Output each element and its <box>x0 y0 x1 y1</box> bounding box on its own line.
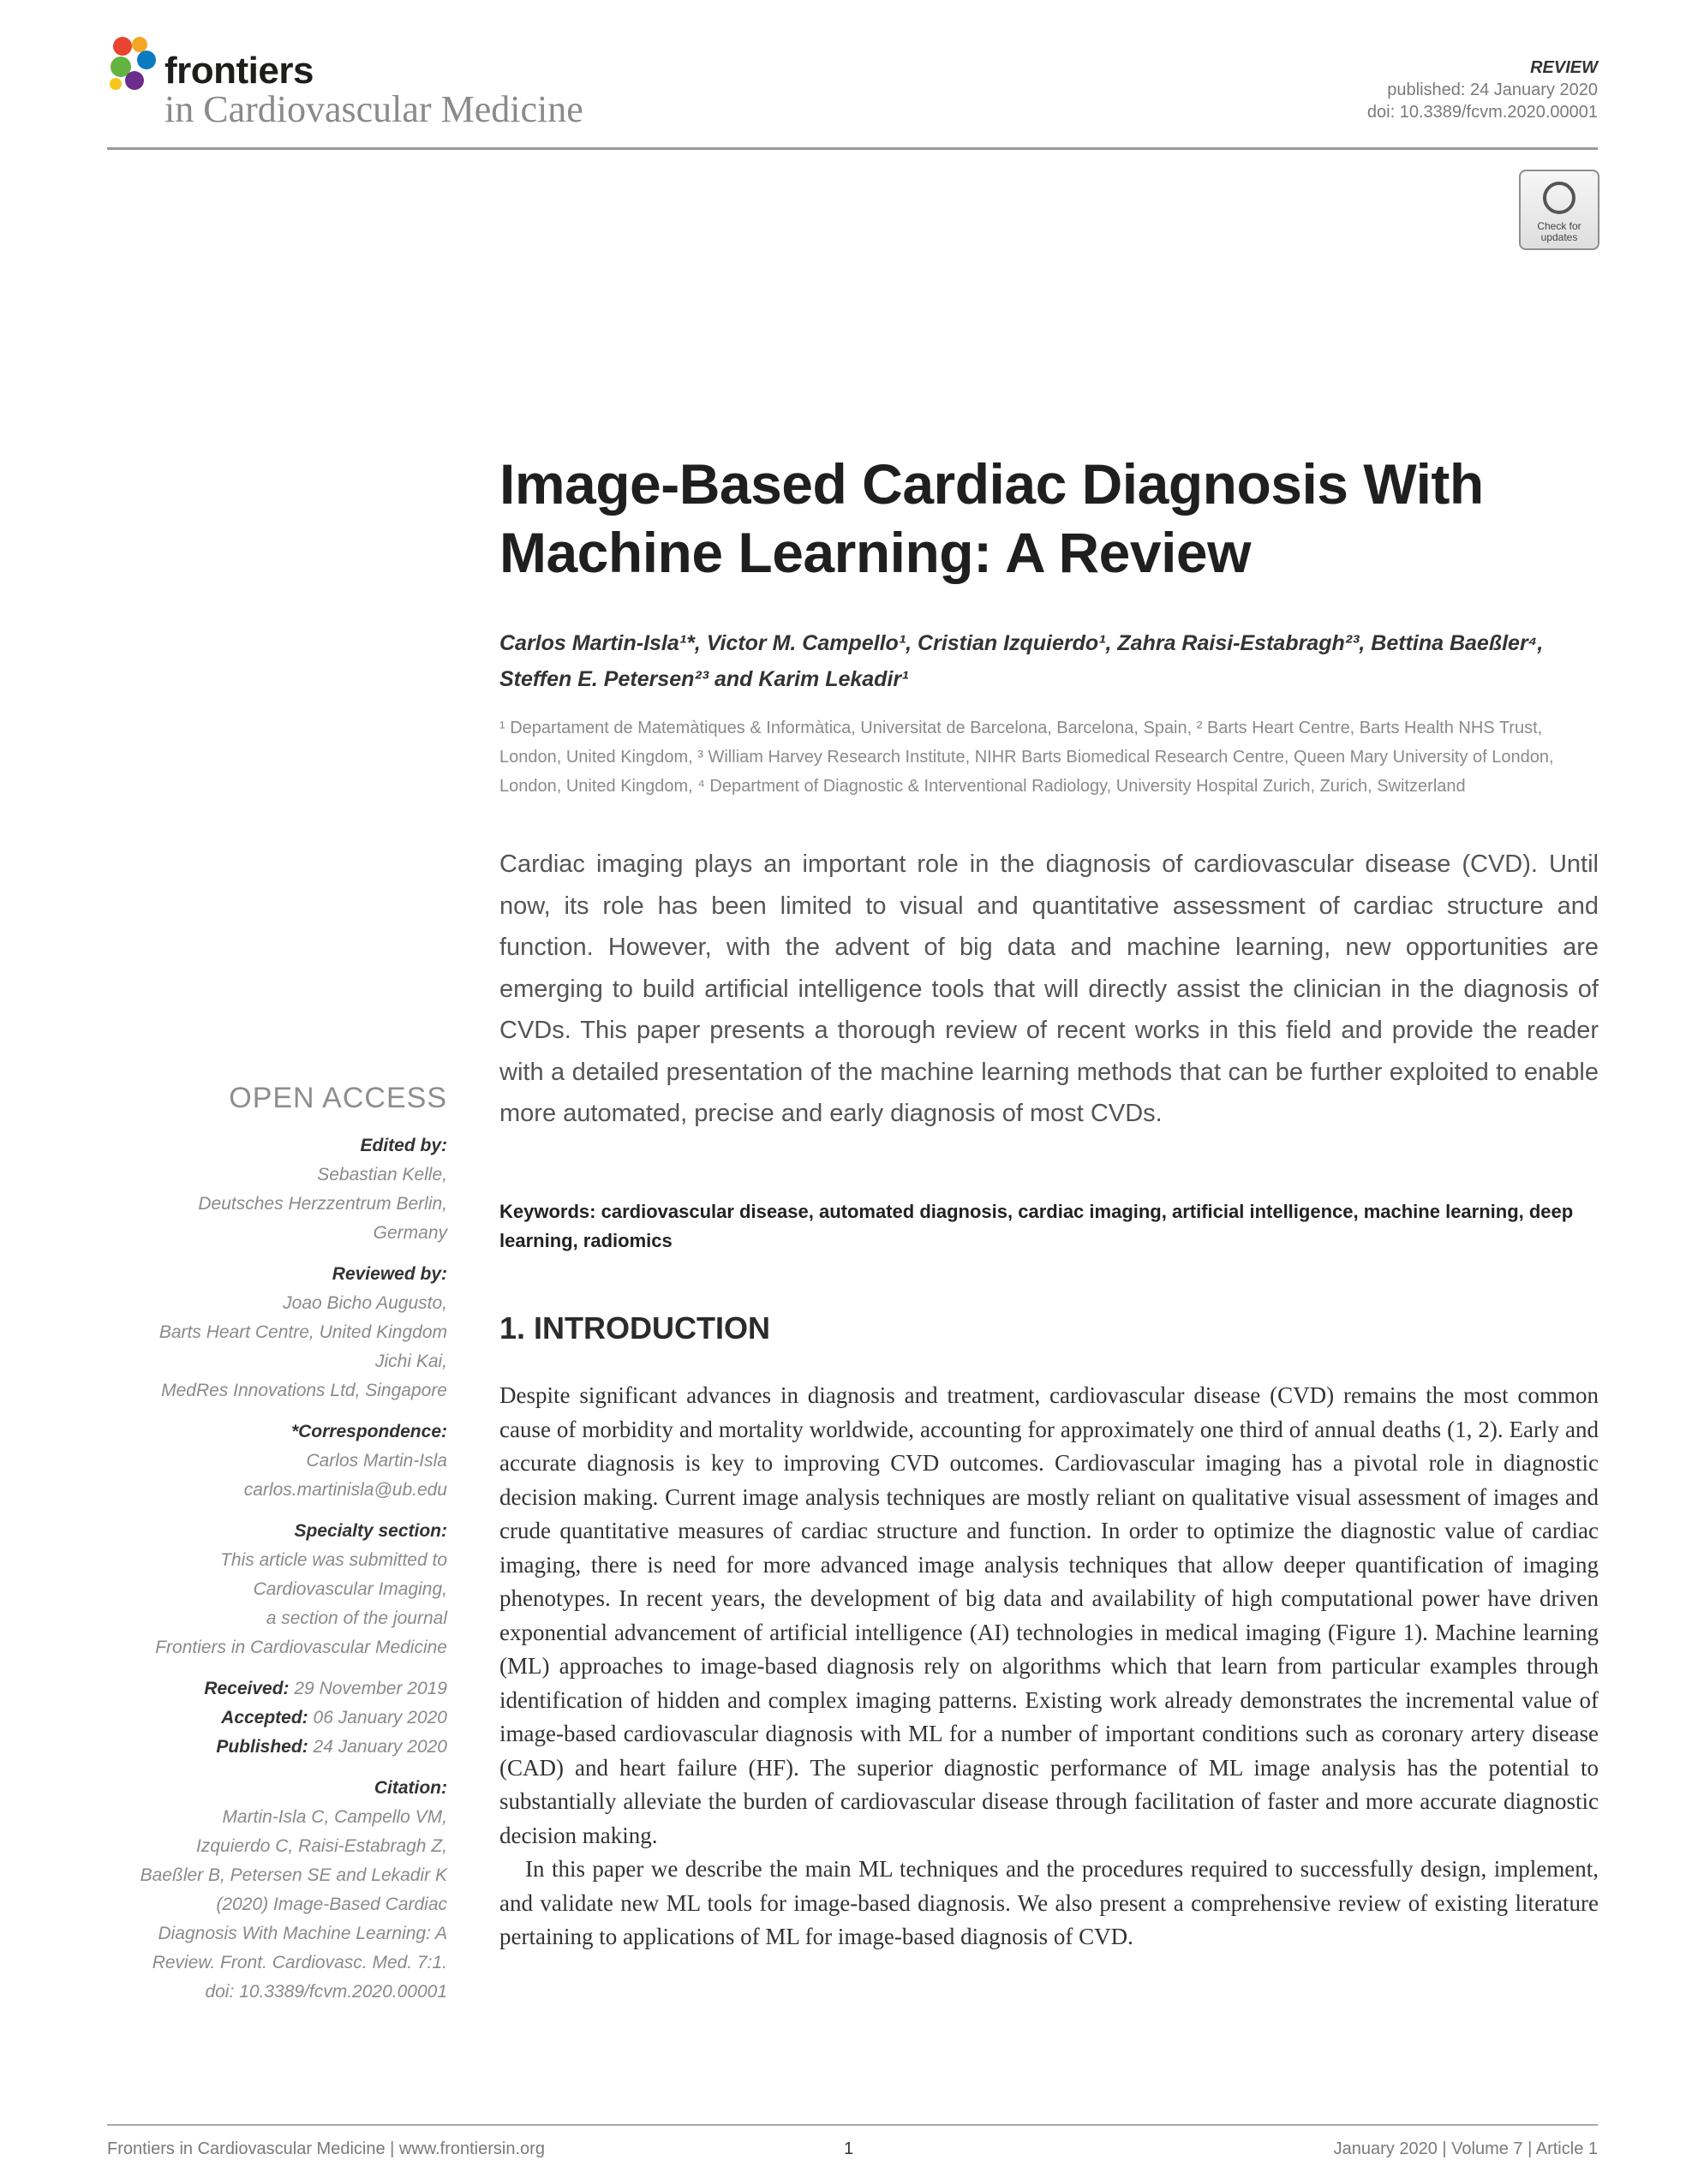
specialty-line: a section of the journal <box>266 1608 447 1628</box>
correspondence-label: *Correspondence: <box>290 1422 447 1441</box>
keywords-text: cardiovascular disease, automated diagnosis, cardiac imaging, artificial intelligence, machine learning, deep learning, radiomics <box>499 1201 1574 1251</box>
correspondence <box>107 1417 447 1505</box>
reviewed-by-label: Reviewed by: <box>332 1264 447 1284</box>
open-access-label: OPEN ACCESS <box>229 1082 447 1114</box>
introduction-body <box>499 1379 1599 1954</box>
correspondence-email[interactable]: carlos.martinisla@ub.edu <box>243 1480 447 1500</box>
citation-line: Review. Front. Cardiovasc. Med. 7:1. <box>152 1953 447 1972</box>
reviewer-line: MedRes Innovations Ltd, Singapore <box>161 1381 447 1400</box>
paragraph: Despite significant advances in diagnosis and treatment, cardiovascular disease (CVD) remains the most common cause of morbidity and mortality worldwide, accounting for approximately one third of annual deaths (1, 2). Early and accurate diagnosis is key to improving CVD outcomes. Cardiovascular imaging has a pivotal role in diagnostic decision making. Current image analysis techniques are mostly reliant on qualitative visual assessment of images and crude quantitative measures of cardiac structure and function. In order to optimize the diagnostic value of cardiac imaging, there is need for more advanced image analysis techniques that allow deeper quantification of imaging phenotypes. In recent years, the development of big data and availability of high computational power have driven exponential advancement of artificial intelligence (AI) technologies in medical imaging (Figure 1). Machine learning (ML) approaches to image-based diagnosis rely on algorithms which that learn from particular examples through identification of hidden and complex imaging patterns. Existing work already demonstrates the incremental value of image-based cardiovascular diagnosis with ML for a number of important conditions such as coronary artery disease (CAD) and heart failure (HF). The superior diagnostic performance of ML image analysis has the potential to substantially alleviate the burden of cardiovascular disease through facilitation of faster and more accurate diagnostic decision making. <box>499 1382 1599 1848</box>
article-sidebar <box>107 1083 447 2019</box>
footer-journal-link[interactable]: Frontiers in Cardiovascular Medicine | www.frontiersin.org <box>107 2139 545 2158</box>
affiliations: ¹ Departament de Matemàtiques & Informàtica, Universitat de Barcelona, Barcelona, Spain, ² Barts Heart Centre, Barts Health NHS Trust, London, United Kingdom, ³ William Harvey Research Institute, NIHR Barts Biomedical Research Centre, Queen Mary University of London, London, United Kingdom, ⁴ Department of Diagnostic & Interventional Radiology, University Hospital Zurich, Zurich, Switzerland <box>499 719 1554 796</box>
header-divider <box>107 147 1598 150</box>
article-meta <box>1367 57 1598 123</box>
page-number: 1 <box>844 2139 854 2158</box>
accepted-date: Accepted: 06 January 2020 <box>221 1708 447 1728</box>
received-date: Received: 29 November 2019 <box>204 1679 447 1698</box>
reviewer-line: Barts Heart Centre, United Kingdom <box>158 1322 447 1342</box>
footer-issue-info: January 2020 | Volume 7 | Article 1 <box>1333 2139 1598 2158</box>
specialty-line: Cardiovascular Imaging, <box>253 1579 447 1599</box>
reviewer-line: Joao Bicho Augusto, <box>283 1293 447 1313</box>
edited-by-label: Edited by: <box>360 1136 447 1155</box>
keywords <box>499 1197 1599 1256</box>
citation-line: Diagnosis With Machine Learning: A <box>158 1924 447 1943</box>
citation-line: Martin-Isla C, Campello VM, <box>222 1807 447 1827</box>
specialty-line: Frontiers in Cardiovascular Medicine <box>155 1638 447 1657</box>
specialty-section <box>107 1517 447 1662</box>
frontiers-logo-icon <box>107 34 160 94</box>
keywords-label: Keywords: <box>499 1201 596 1222</box>
article-type: REVIEW <box>1530 58 1598 77</box>
correspondence-name: Carlos Martin-Isla <box>306 1451 447 1471</box>
specialty-line: This article was submitted to <box>220 1550 447 1570</box>
doi-link[interactable]: doi: 10.3389/fcvm.2020.00001 <box>1366 103 1598 122</box>
reviewer-line: Jichi Kai, <box>374 1352 447 1371</box>
citation-line: (2020) Image-Based Cardiac <box>216 1895 447 1914</box>
citation-label: Citation: <box>374 1778 447 1798</box>
published-date: published: 24 January 2020 <box>1387 81 1598 99</box>
updates-icon <box>1543 182 1575 214</box>
editor-line: Germany <box>373 1223 447 1243</box>
editor-line: Deutsches Herzzentrum Berlin, <box>198 1194 447 1214</box>
updates-label: Check for updates <box>1537 220 1581 243</box>
section-heading: 1. INTRODUCTION <box>499 1310 771 1346</box>
footer-divider <box>107 2124 1598 2126</box>
journal-name: in Cardiovascular Medicine <box>164 88 583 130</box>
author-list: Carlos Martin-Isla¹*, Victor M. Campello¹, Cristian Izquierdo¹, Zahra Raisi-Estabragh²³, Bettina Baeßler⁴, Steffen E. Petersen²³ and Karim Lekadir¹ <box>499 631 1544 691</box>
edited-by <box>107 1131 447 1248</box>
article-title: Image-Based Cardiac Diagnosis With Machine Learning: A Review <box>499 452 1484 584</box>
citation-line: Izquierdo C, Raisi-Estabragh Z, <box>196 1836 447 1856</box>
specialty-label: Specialty section: <box>294 1521 447 1541</box>
paragraph: In this paper we describe the main ML techniques and the procedures required to successfully design, implement, and validate new ML tools for image-based diagnosis. We also present a comprehensive review of existing literature pertaining to applications of ML for image-based diagnosis of CVD. <box>499 1856 1599 1949</box>
check-updates-button[interactable] <box>1519 170 1599 250</box>
citation-line: Baeßler B, Petersen SE and Lekadir K <box>140 1865 447 1885</box>
brand-name: frontiers <box>164 50 314 92</box>
citation-doi[interactable]: doi: 10.3389/fcvm.2020.00001 <box>205 1982 447 2002</box>
citation <box>107 1774 447 2007</box>
dates <box>107 1674 447 1762</box>
reviewed-by <box>107 1260 447 1405</box>
abstract: Cardiac imaging plays an important role in the diagnosis of cardiovascular disease (CVD). Until now, its role has been limited to visual and quantitative assessment of cardiac structure and function. However, with the advent of big data and machine learning, new opportunities are emerging to build artificial intelligence tools that will directly assist the clinician in the diagnosis of CVDs. This paper presents a thorough review of recent works in this field and provide the reader with a detailed presentation of the machine learning methods that can be further exploited to enable more automated, precise and early diagnosis of most CVDs. <box>499 850 1599 1127</box>
editor-line: Sebastian Kelle, <box>317 1165 447 1184</box>
published-date-sidebar: Published: 24 January 2020 <box>216 1737 447 1757</box>
